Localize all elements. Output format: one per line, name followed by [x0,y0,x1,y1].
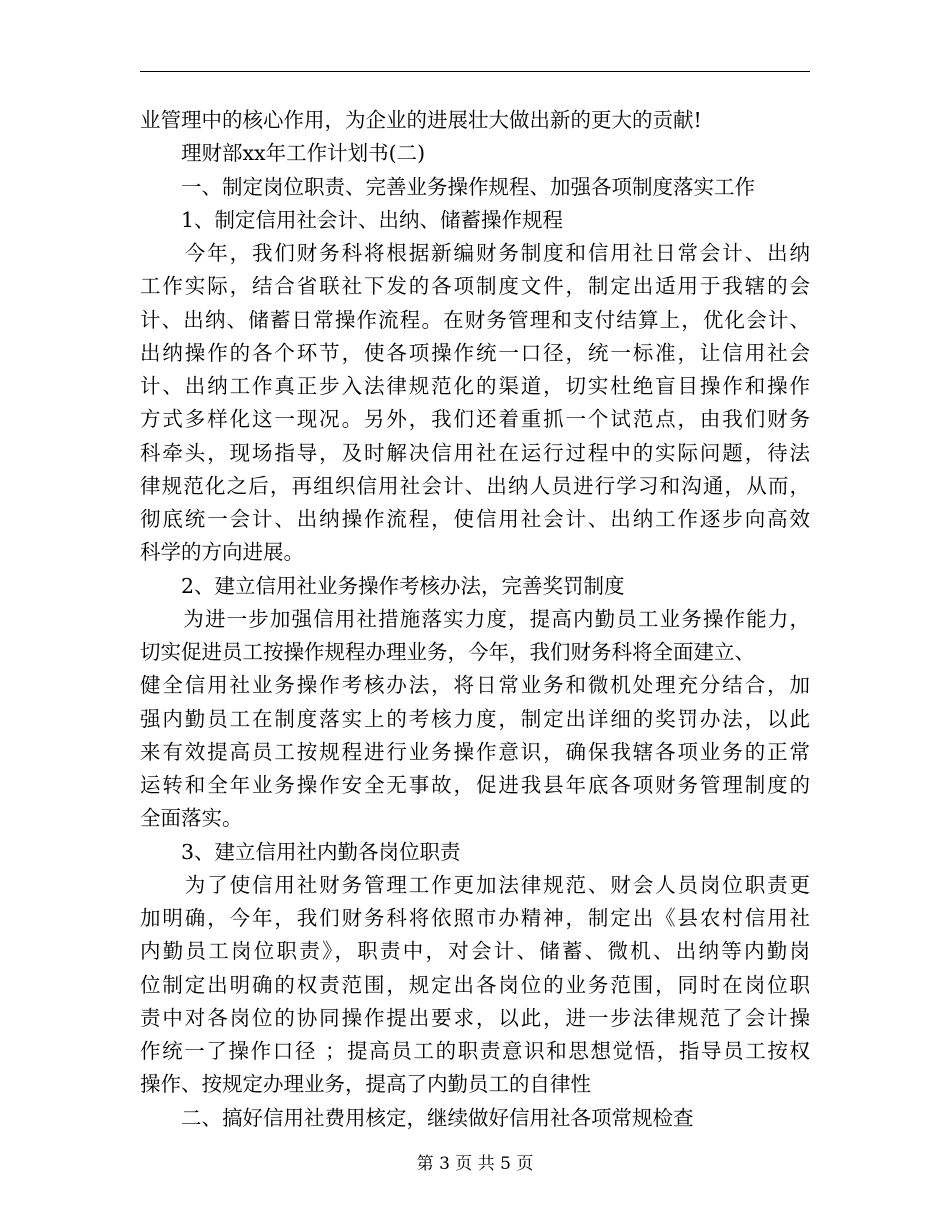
text-line: 全面落实。 [140,806,243,831]
text-line: 健全信用社业务操作考核办法，将日常业务和微机处理充分结合，加 [140,673,810,698]
page-footer: 第 3 页 共 5 页 [416,1154,534,1174]
text-line: 业管理中的核心作用，为企业的进展壮大做出新的更大的贡献! [140,108,702,132]
text-line: 3、建立信用社内勤各岗位职责 [140,839,461,864]
body-text [140,104,810,1135]
text-line: 计、出纳工作真正步入法律规范化的渠道，切实杜绝盲目操作和操作 [140,374,810,398]
text-line: 方式多样化这一现况。另外，我们还着重抓一个试范点，由我们财务 [140,407,810,432]
text-line: 位制定出明确的权责范围，规定出各岗位的业务范围，同时在岗位职 [140,972,810,997]
text-line: 来有效提高员工按规程进行业务操作意识，确保我辖各项业务的正常 [140,739,810,764]
text-line: 二、搞好信用社费用核定，继续做好信用社各项常规检查 [140,1105,694,1130]
text-line: 加明确，今年，我们财务科将依照市办精神，制定出《县农村信用社 [140,906,810,930]
text-line: 理财部xx年工作计划书(二) [140,141,426,166]
text-line: 责中对各岗位的协同操作提出要求，以此，进一步法律规范了会计操 [140,1005,810,1030]
text-line: 出纳操作的各个环节，使各项操作统一口径，统一标准，让信用社会 [140,340,810,365]
text-line: 科学的方向进展。 [140,540,304,565]
text-line: 一、制定岗位职责、完善业务操作规程、加强各项制度落实工作 [140,174,755,199]
text-line: 强内勤员工在制度落实上的考核力度，制定出详细的奖罚办法，以此 [140,706,810,731]
text-line: 操作、按规定办理业务，提高了内勤员工的自律性 [140,1072,591,1097]
text-line: 2、建立信用社业务操作考核办法，完善奖罚制度 [140,573,625,598]
text-line: 律规范化之后，再组织信用社会计、出纳人员进行学习和沟通，从而， [140,473,810,498]
text-line: 彻底统一会计、出纳操作流程，使信用社会计、出纳工作逐步向高效 [140,507,810,531]
text-line: 内勤员工岗位职责》，职责中，对会计、储蓄、微机、出纳等内勤岗 [140,939,810,964]
text-line: 作统一了操作口径 ；提高员工的职责意识和思想觉悟，指导员工按权 [140,1039,810,1063]
text-line: 今年，我们财务科将根据新编财务制度和信用社日常会计、出纳 [140,241,810,265]
text-line: 运转和全年业务操作安全无事故，促进我县年底各项财务管理制度的 [140,773,810,797]
text-line: 科牵头，现场指导，及时解决信用社在运行过程中的实际问题，待法 [140,440,810,465]
header-rule [140,71,810,72]
text-line: 工作实际，结合省联社下发的各项制度文件，制定出适用于我辖的会 [140,274,810,299]
text-line: 为了使信用社财务管理工作更加法律规范、财会人员岗位职责更 [140,872,810,897]
text-line: 计、出纳、储蓄日常操作流程。在财务管理和支付结算上，优化会计、 [140,307,810,332]
text-line: 为进一步加强信用社措施落实力度，提高内勤员工业务操作能力， [140,606,810,631]
text-line: 1、制定信用社会计、出纳、储蓄操作规程 [140,207,564,232]
text-line: 切实促进员工按操作规程办理业务，今年，我们财务科将全面建立、 [140,640,755,664]
